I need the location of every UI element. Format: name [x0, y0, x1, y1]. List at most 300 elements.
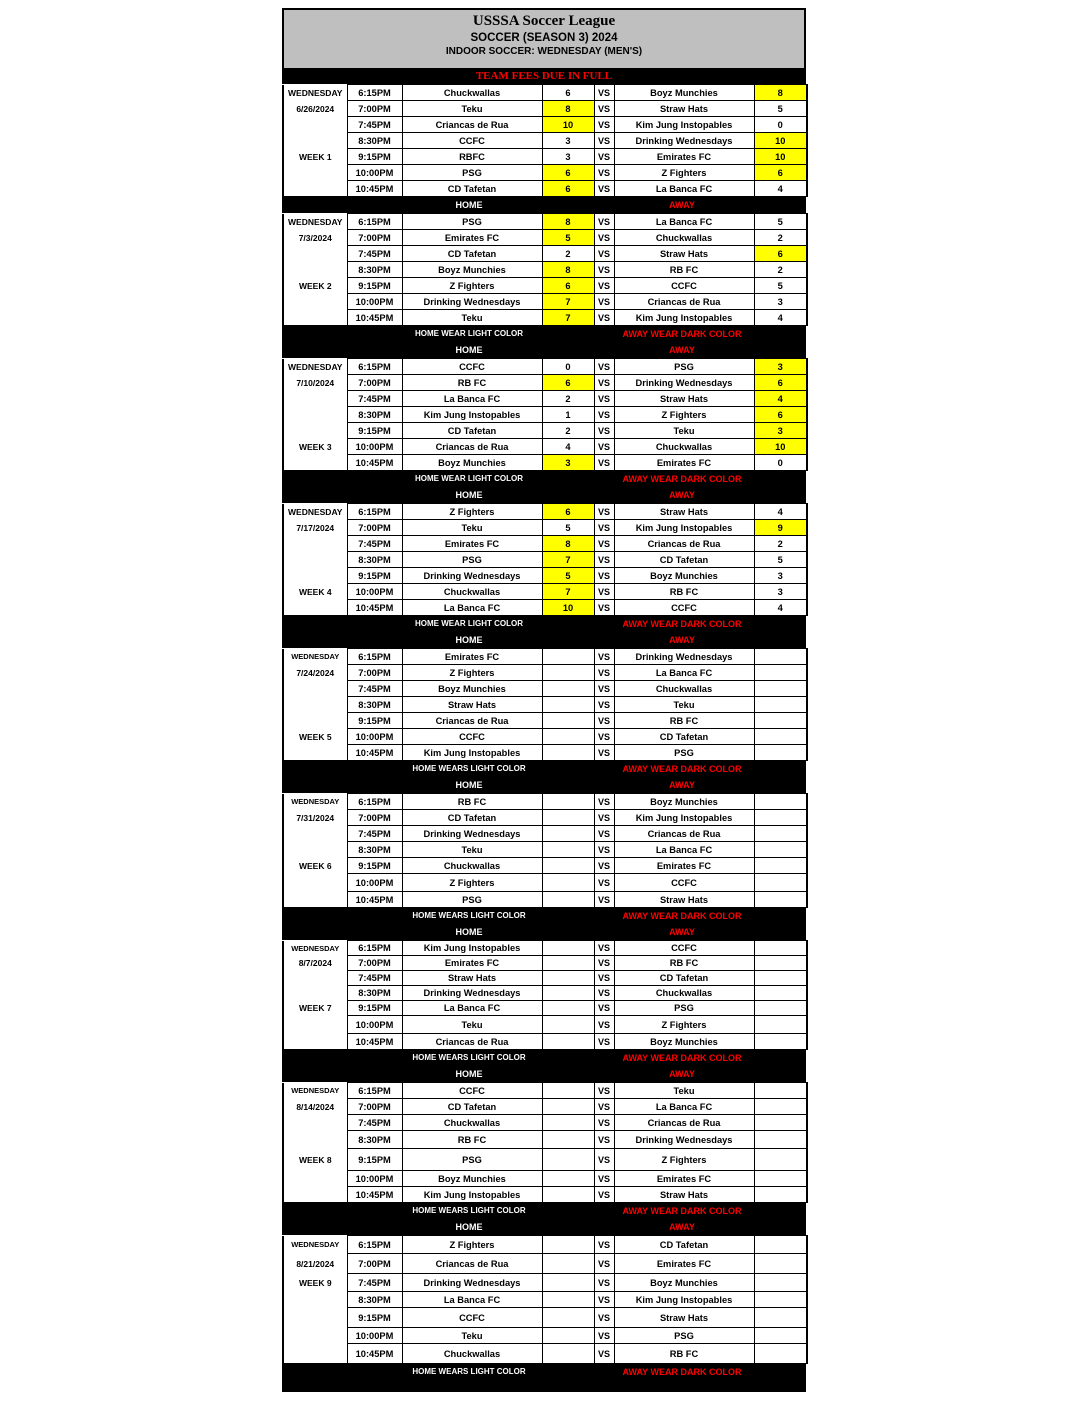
game-time: 7:00PM	[347, 1099, 402, 1115]
away-team: Straw Hats	[614, 101, 754, 117]
away-team: RB FC	[614, 262, 754, 278]
table-row	[283, 1001, 807, 1016]
vs-label: VS	[594, 246, 614, 262]
game-time: 10:45PM	[347, 1034, 402, 1050]
home-score	[542, 1274, 594, 1292]
vs-label: VS	[594, 1115, 614, 1131]
vs-label: VS	[594, 85, 614, 101]
vs-label: VS	[594, 1131, 614, 1149]
home-team: Chuckwallas	[402, 858, 542, 874]
away-score	[754, 810, 807, 826]
table-row	[283, 713, 807, 729]
game-time: 8:30PM	[347, 1292, 402, 1308]
away-score: 5	[754, 101, 807, 117]
match-date: 6/26/2024	[296, 103, 335, 114]
vs-label: VS	[594, 826, 614, 842]
date-cell	[283, 681, 347, 697]
away-team: Teku	[614, 697, 754, 713]
away-score	[754, 697, 807, 713]
away-score	[754, 1236, 807, 1254]
away-label: AWAY	[669, 1069, 695, 1079]
game-time: 7:00PM	[347, 810, 402, 826]
date-cell	[283, 600, 347, 616]
table-row	[283, 85, 807, 101]
date-cell	[283, 713, 347, 729]
week-table	[282, 648, 808, 761]
home-score	[542, 842, 594, 858]
table-row	[283, 536, 807, 552]
away-score	[754, 1001, 807, 1016]
match-date: 8/7/2024	[298, 957, 332, 968]
away-team: La Banca FC	[614, 214, 754, 230]
home-team: Drinking Wednesdays	[402, 986, 542, 1001]
away-label: AWAY	[669, 780, 695, 790]
week-label: WEEK 3	[298, 441, 332, 452]
home-score: 4	[542, 439, 594, 455]
date-cell	[283, 971, 347, 986]
away-team: Straw Hats	[614, 504, 754, 520]
table-row	[283, 1083, 807, 1099]
vs-label: VS	[594, 117, 614, 133]
date-cell	[283, 697, 347, 713]
away-team: RB FC	[614, 1344, 754, 1364]
away-score: 2	[754, 536, 807, 552]
home-away-bar	[282, 1066, 806, 1082]
home-label: HOME	[455, 635, 483, 645]
away-team: La Banca FC	[614, 181, 754, 197]
home-team: Drinking Wednesdays	[402, 1274, 542, 1292]
match-date: 7/17/2024	[296, 522, 335, 533]
week-label: WEEK 4	[298, 586, 332, 597]
home-score	[542, 697, 594, 713]
away-score: 6	[754, 246, 807, 262]
date-cell	[283, 1115, 347, 1131]
vs-label: VS	[594, 649, 614, 665]
home-score: 7	[542, 552, 594, 568]
week-label: WEEK 5	[298, 731, 332, 742]
final-note-bar	[282, 1364, 806, 1392]
away-team: CCFC	[614, 600, 754, 616]
home-uniform-note: HOME WEARS LIGHT COLOR	[412, 1053, 526, 1062]
date-cell	[283, 1328, 347, 1344]
game-time: 8:30PM	[347, 697, 402, 713]
table-row	[283, 246, 807, 262]
home-team: CD Tafetan	[402, 423, 542, 439]
vs-label: VS	[594, 568, 614, 584]
date-cell	[283, 407, 347, 423]
home-score: 5	[542, 568, 594, 584]
date-cell	[283, 391, 347, 407]
game-time: 7:00PM	[347, 520, 402, 536]
away-score	[754, 1274, 807, 1292]
home-team: PSG	[402, 165, 542, 181]
home-away-bar	[282, 1219, 806, 1235]
game-time: 9:15PM	[347, 149, 402, 165]
home-team: Boyz Munchies	[402, 262, 542, 278]
game-time: 7:45PM	[347, 536, 402, 552]
table-row	[283, 1274, 807, 1292]
game-time: 7:45PM	[347, 971, 402, 986]
date-cell	[283, 246, 347, 262]
table-row	[283, 1149, 807, 1171]
table-row	[283, 697, 807, 713]
date-cell	[283, 133, 347, 149]
away-score	[754, 826, 807, 842]
season-subtitle: SOCCER (SEASON 3) 2024	[470, 32, 618, 44]
home-team: CCFC	[402, 729, 542, 745]
date-cell	[283, 1274, 347, 1292]
match-day: WEDNESDAY	[291, 651, 340, 661]
vs-label: VS	[594, 375, 614, 391]
home-away-bar	[282, 632, 806, 648]
home-away-bar	[282, 342, 806, 358]
date-cell	[283, 310, 347, 326]
home-team: Teku	[402, 1328, 542, 1344]
game-time: 10:00PM	[347, 584, 402, 600]
game-time: 9:15PM	[347, 1308, 402, 1328]
home-label: HOME	[455, 200, 483, 210]
date-cell	[283, 941, 347, 956]
table-row	[283, 310, 807, 326]
date-cell	[283, 520, 347, 536]
week-label: WEEK 1	[298, 151, 332, 162]
vs-label: VS	[594, 729, 614, 745]
home-uniform-note: HOME WEARS LIGHT COLOR	[412, 1367, 526, 1376]
away-score: 0	[754, 117, 807, 133]
game-time: 8:30PM	[347, 133, 402, 149]
away-score	[754, 1034, 807, 1050]
away-score: 5	[754, 278, 807, 294]
away-team: La Banca FC	[614, 1099, 754, 1115]
date-cell	[283, 584, 347, 600]
week-table	[282, 213, 808, 326]
home-score	[542, 1083, 594, 1099]
table-row	[283, 439, 807, 455]
week-table	[282, 84, 808, 197]
home-score: 3	[542, 455, 594, 471]
home-team: CD Tafetan	[402, 810, 542, 826]
date-cell	[283, 1344, 347, 1364]
match-day: WEDNESDAY	[288, 506, 343, 517]
away-team: CCFC	[614, 874, 754, 892]
home-score	[542, 810, 594, 826]
date-cell	[283, 1016, 347, 1034]
table-row	[283, 1131, 807, 1149]
home-team: Criancas de Rua	[402, 117, 542, 133]
away-score	[754, 1308, 807, 1328]
home-score	[542, 1131, 594, 1149]
away-team: Kim Jung Instopables	[614, 1292, 754, 1308]
home-team: Emirates FC	[402, 956, 542, 971]
table-row	[283, 568, 807, 584]
away-label: AWAY	[669, 635, 695, 645]
home-team: Criancas de Rua	[402, 1254, 542, 1274]
home-score	[542, 649, 594, 665]
week-table	[282, 1082, 808, 1203]
table-row	[283, 858, 807, 874]
date-cell	[283, 504, 347, 520]
away-team: Emirates FC	[614, 858, 754, 874]
date-cell	[283, 1131, 347, 1149]
home-team: RB FC	[402, 794, 542, 810]
date-cell	[283, 649, 347, 665]
away-team: La Banca FC	[614, 842, 754, 858]
home-score	[542, 1001, 594, 1016]
home-team: Teku	[402, 842, 542, 858]
game-time: 7:00PM	[347, 230, 402, 246]
week-label: WEEK 7	[298, 1002, 332, 1013]
match-day: WEDNESDAY	[288, 361, 343, 372]
game-time: 9:15PM	[347, 568, 402, 584]
home-team: Straw Hats	[402, 697, 542, 713]
vs-label: VS	[594, 407, 614, 423]
away-label: AWAY	[669, 345, 695, 355]
date-cell	[283, 826, 347, 842]
date-cell	[283, 375, 347, 391]
away-team: Straw Hats	[614, 391, 754, 407]
away-score	[754, 1131, 807, 1149]
home-score: 8	[542, 101, 594, 117]
home-score: 2	[542, 391, 594, 407]
away-team: CCFC	[614, 278, 754, 294]
schedule-header	[282, 8, 806, 68]
home-score: 7	[542, 294, 594, 310]
away-score	[754, 1149, 807, 1171]
table-row	[283, 423, 807, 439]
away-team: Boyz Munchies	[614, 794, 754, 810]
away-score	[754, 842, 807, 858]
table-row	[283, 165, 807, 181]
game-time: 6:15PM	[347, 85, 402, 101]
table-row	[283, 1308, 807, 1328]
away-team: Boyz Munchies	[614, 1034, 754, 1050]
vs-label: VS	[594, 552, 614, 568]
home-score	[542, 971, 594, 986]
vs-label: VS	[594, 1274, 614, 1292]
away-score: 4	[754, 310, 807, 326]
week-label: WEEK 9	[298, 1277, 332, 1288]
date-cell	[283, 1149, 347, 1171]
home-team: PSG	[402, 1149, 542, 1171]
home-score	[542, 1254, 594, 1274]
away-team: Drinking Wednesdays	[614, 649, 754, 665]
table-row	[283, 1292, 807, 1308]
home-team: CCFC	[402, 133, 542, 149]
vs-label: VS	[594, 986, 614, 1001]
home-team: Straw Hats	[402, 971, 542, 986]
match-date: 8/21/2024	[296, 1258, 335, 1269]
away-score	[754, 874, 807, 892]
game-time: 7:45PM	[347, 1115, 402, 1131]
table-row	[283, 665, 807, 681]
home-score: 1	[542, 407, 594, 423]
table-row	[283, 520, 807, 536]
home-score: 8	[542, 536, 594, 552]
away-score: 6	[754, 165, 807, 181]
home-score: 2	[542, 423, 594, 439]
game-time: 7:45PM	[347, 826, 402, 842]
home-score	[542, 1187, 594, 1203]
home-team: Boyz Munchies	[402, 1171, 542, 1187]
home-team: CD Tafetan	[402, 246, 542, 262]
uniform-note-bar	[282, 1050, 806, 1066]
home-team: Kim Jung Instopables	[402, 941, 542, 956]
away-score: 3	[754, 423, 807, 439]
away-team: Kim Jung Instopables	[614, 117, 754, 133]
home-team: La Banca FC	[402, 391, 542, 407]
home-score	[542, 1115, 594, 1131]
home-score	[542, 713, 594, 729]
match-date: 7/31/2024	[296, 812, 335, 823]
game-time: 7:00PM	[347, 665, 402, 681]
home-label: HOME	[455, 1069, 483, 1079]
away-team: Drinking Wednesdays	[614, 375, 754, 391]
vs-label: VS	[594, 1292, 614, 1308]
match-day: WEDNESDAY	[291, 943, 340, 953]
date-cell	[283, 810, 347, 826]
home-uniform-note: HOME WEARS LIGHT COLOR	[412, 911, 526, 920]
table-row	[283, 1254, 807, 1274]
game-time: 8:30PM	[347, 1131, 402, 1149]
date-cell	[283, 665, 347, 681]
away-score	[754, 1083, 807, 1099]
home-team: PSG	[402, 552, 542, 568]
match-day: WEDNESDAY	[288, 216, 343, 227]
away-score	[754, 986, 807, 1001]
home-team: Criancas de Rua	[402, 713, 542, 729]
vs-label: VS	[594, 391, 614, 407]
vs-label: VS	[594, 681, 614, 697]
game-time: 6:15PM	[347, 214, 402, 230]
vs-label: VS	[594, 439, 614, 455]
date-cell	[283, 165, 347, 181]
home-score	[542, 1328, 594, 1344]
vs-label: VS	[594, 810, 614, 826]
league-title: USSSA Soccer League	[472, 13, 616, 29]
date-cell	[283, 181, 347, 197]
away-score	[754, 681, 807, 697]
away-score	[754, 649, 807, 665]
table-row	[283, 504, 807, 520]
home-team: PSG	[402, 214, 542, 230]
table-row	[283, 956, 807, 971]
vs-label: VS	[594, 1344, 614, 1364]
table-row	[283, 826, 807, 842]
home-uniform-note: HOME WEARS LIGHT COLOR	[412, 764, 526, 773]
home-label: HOME	[455, 1222, 483, 1232]
game-time: 7:00PM	[347, 375, 402, 391]
home-score	[542, 956, 594, 971]
vs-label: VS	[594, 1254, 614, 1274]
table-row	[283, 1099, 807, 1115]
away-team: RB FC	[614, 713, 754, 729]
table-row	[283, 986, 807, 1001]
vs-label: VS	[594, 101, 614, 117]
table-row	[283, 649, 807, 665]
table-row	[283, 1236, 807, 1254]
home-team: Criancas de Rua	[402, 1034, 542, 1050]
date-cell	[283, 794, 347, 810]
vs-label: VS	[594, 713, 614, 729]
home-team: Z Fighters	[402, 665, 542, 681]
away-score	[754, 858, 807, 874]
vs-label: VS	[594, 423, 614, 439]
table-row	[283, 971, 807, 986]
home-score: 10	[542, 600, 594, 616]
away-score: 3	[754, 584, 807, 600]
vs-label: VS	[594, 262, 614, 278]
vs-label: VS	[594, 1171, 614, 1187]
away-team: Boyz Munchies	[614, 85, 754, 101]
game-time: 10:45PM	[347, 745, 402, 761]
away-team: PSG	[614, 1328, 754, 1344]
home-score: 8	[542, 214, 594, 230]
date-cell	[283, 439, 347, 455]
home-score: 6	[542, 181, 594, 197]
away-label: AWAY	[669, 1222, 695, 1232]
away-team: CCFC	[614, 941, 754, 956]
uniform-note-bar	[282, 1203, 806, 1219]
vs-label: VS	[594, 310, 614, 326]
home-team: RB FC	[402, 375, 542, 391]
away-score	[754, 956, 807, 971]
table-row	[283, 941, 807, 956]
home-label: HOME	[455, 780, 483, 790]
away-score	[754, 1328, 807, 1344]
away-score: 3	[754, 359, 807, 375]
home-score	[542, 729, 594, 745]
date-cell	[283, 986, 347, 1001]
game-time: 7:00PM	[347, 1254, 402, 1274]
table-row	[283, 810, 807, 826]
vs-label: VS	[594, 1328, 614, 1344]
home-score: 8	[542, 262, 594, 278]
away-team: Kim Jung Instopables	[614, 810, 754, 826]
home-score	[542, 1308, 594, 1328]
game-time: 10:00PM	[347, 294, 402, 310]
table-row	[283, 1187, 807, 1203]
table-row	[283, 391, 807, 407]
date-cell	[283, 230, 347, 246]
date-cell	[283, 858, 347, 874]
home-team: PSG	[402, 892, 542, 908]
away-score	[754, 1115, 807, 1131]
vs-label: VS	[594, 1001, 614, 1016]
vs-label: VS	[594, 1016, 614, 1034]
game-time: 10:45PM	[347, 181, 402, 197]
home-team: La Banca FC	[402, 600, 542, 616]
home-label: HOME	[455, 490, 483, 500]
game-time: 10:45PM	[347, 600, 402, 616]
home-team: Chuckwallas	[402, 1115, 542, 1131]
away-team: PSG	[614, 359, 754, 375]
away-team: Drinking Wednesdays	[614, 1131, 754, 1149]
table-row	[283, 455, 807, 471]
match-day: WEDNESDAY	[291, 796, 340, 806]
division-label: INDOOR SOCCER: WEDNESDAY (MEN'S)	[445, 46, 643, 57]
home-score	[542, 1171, 594, 1187]
date-cell	[283, 101, 347, 117]
table-row	[283, 1016, 807, 1034]
game-time: 6:15PM	[347, 649, 402, 665]
table-row	[283, 375, 807, 391]
home-score	[542, 1149, 594, 1171]
away-team: Criancas de Rua	[614, 294, 754, 310]
away-team: CD Tafetan	[614, 971, 754, 986]
vs-label: VS	[594, 665, 614, 681]
away-label: AWAY	[669, 927, 695, 937]
vs-label: VS	[594, 359, 614, 375]
